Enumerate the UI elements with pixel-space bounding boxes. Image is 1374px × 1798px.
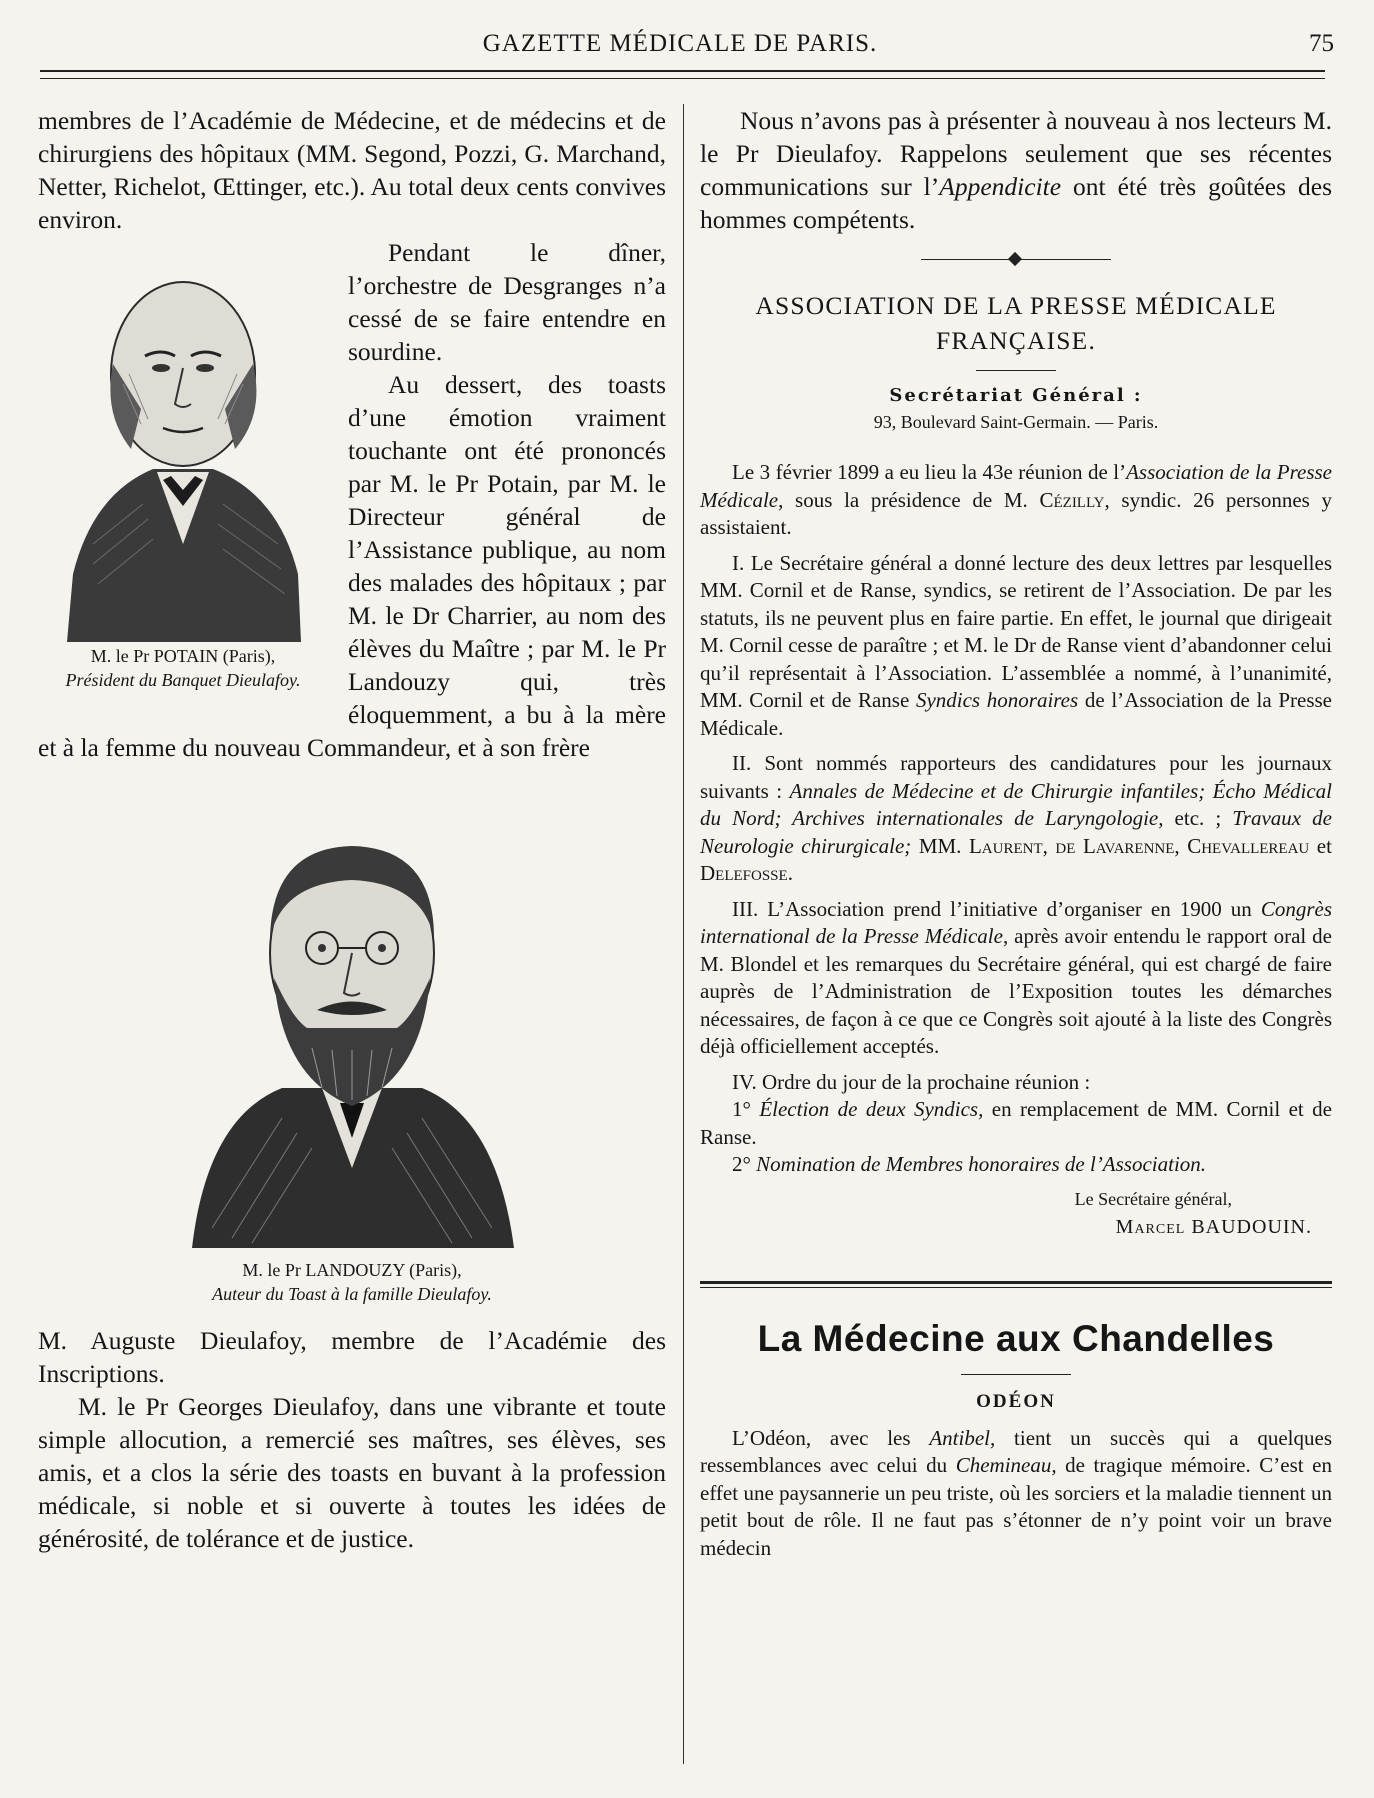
section-separator — [921, 250, 1111, 270]
column-divider — [683, 104, 684, 1764]
small-caps-name: Delefosse — [700, 861, 788, 885]
association-address: 93, Boulevard Saint-Germain. — Paris. — [873, 412, 1159, 432]
paragraph-toasts: Au dessert, des toasts d’une émotion vraiment touchante ont été prononcés par M. le Pr Potain, par M. le Directeur général de l’Assistance publique, au nom des malades des hôpitaux ; par M. le Dr Charrier, au nom des élèves du Maître ; par M. le Pr Landouzy qui, très éloquemment, a bu à la mère et à la femme du nouveau Commandeur, et à son frère — [38, 370, 666, 762]
paragraph-dinner: Pendant le dîner, l’orchestre de Desgranges n’a cessé de se faire entendre en sourdine. — [348, 238, 666, 366]
italic-text: Chemineau, — [955, 1453, 1057, 1477]
text: Le 3 février 1899 a eu lieu la 43e réunion de l’ — [732, 460, 1127, 484]
text: etc. ; — [1163, 806, 1233, 830]
small-caps-name: Cézilly — [1039, 487, 1105, 512]
text: III. L’Association prend l’initiative d’organiser en 1900 un — [732, 896, 1261, 921]
agenda-number: 2° — [732, 1152, 751, 1176]
text: et — [1309, 833, 1332, 858]
portrait-landouzy-caption: M. le Pr LANDOUZY (Paris), — [242, 1260, 462, 1280]
chandelles-title: La Médecine aux Chandelles — [757, 1317, 1275, 1359]
paragraph-item-I — [700, 550, 1332, 743]
text: ont été très goûtées des hommes compétents. — [700, 172, 1332, 234]
page-number: 75 — [1309, 30, 1334, 57]
portrait-potain-figure — [38, 244, 328, 708]
italic-text: Congrès international de la Presse Médicale — [700, 896, 1332, 948]
short-rule — [976, 370, 1056, 371]
section-double-rule — [700, 1281, 1332, 1288]
portrait-potain-caption: M. le Pr POTAIN (Paris), — [90, 646, 276, 666]
text: , sous la présidence de M. — [778, 487, 1040, 512]
paragraph-auguste: M. Auguste Dieulafoy, membre de l’Académie des Inscriptions. — [38, 1326, 666, 1388]
header-rule-thin — [40, 78, 1325, 79]
association-title — [700, 288, 1332, 358]
header-rule — [40, 70, 1325, 72]
paragraph-item-III — [700, 896, 1332, 1061]
secretariat-heading: Secrétariat Général : — [889, 385, 1143, 406]
text: . — [787, 861, 793, 885]
agenda-item-1 — [700, 1096, 1332, 1151]
short-rule — [961, 1374, 1071, 1375]
text: Nous n’avons pas à présenter à nouveau à nos lecteurs M. le Pr Dieulafoy. Rappelons seulement que ses récentes communications sur l’ — [700, 106, 1332, 201]
italic-text: Nomination de Membres honoraires de l’Association. — [756, 1152, 1207, 1176]
portrait-potain-subcaption: Président du Banquet Dieulafoy. — [65, 670, 301, 690]
text: en remplacement de MM. Cornil et de Ranse. — [700, 1097, 1332, 1149]
italic-text: Appendicite — [939, 172, 1062, 201]
paragraph-georges: M. le Pr Georges Dieulafoy, dans une vibrante et toute simple allocution, a remercié ses maîtres, ses élèves, ses amis, et a clos la série des toasts en buvant à la profession médicale, si noble et si ouverte à toutes les idées de générosité, de tolérance et de justice. — [38, 1392, 666, 1553]
text: L’Odéon, avec les — [732, 1425, 930, 1450]
text: I. Le Secrétaire général a donné lecture des deux lettres par lesquelles MM. Cornil et de Ranse, syndics, se retirent de l’Association. De par les statuts, ils ne peuvent plus en faire partie. En effet, le journal que dirigeait M. Cornil cesse de paraître ; et M. le Dr de Ranse vient d’abandonner celui qu’il représentait à l’Association. L’assemblée a nommé, à l’unanimité, MM. Cornil et de Ranse — [700, 550, 1332, 712]
portrait-landouzy-engraving — [172, 788, 532, 1258]
portrait-landouzy-figure — [38, 788, 666, 1306]
text: , après avoir entendu le rapport oral de M. Blondel et les remarques du Secrétaire général, qui est chargé de faire auprès de l’Administration de l’Exposition toutes les démarches nécessaires, de façon à ce que ce Congrès soit ajouté à la liste des Congrès déjà officiellement acceptés. — [700, 924, 1332, 1058]
text: de l’Association de la Presse Médicale. — [700, 688, 1332, 740]
small-caps-names: Laurent, de Lavarenne, Chevallereau — [968, 833, 1310, 858]
association-title-line1: ASSOCIATION DE LA PRESSE MÉDICALE — [755, 291, 1277, 320]
paragraph-odeon — [700, 1425, 1332, 1563]
right-column — [700, 104, 1332, 1562]
portrait-landouzy-subcaption: Auteur du Toast à la famille Dieulafoy. — [212, 1284, 492, 1304]
paragraph-meeting — [700, 459, 1332, 542]
paragraph-guests: membres de l’Académie de Médecine, et de médecins et de chirurgiens des hôpitaux (MM. Segond, Pozzi, G. Marchand, Netter, Richelot, Œttinger, etc.). Au total deux cents convives environ. — [38, 106, 666, 234]
association-title-line2: FRANÇAISE. — [935, 326, 1097, 355]
text: II. Sont nommés rapporteurs des candidatures pour les journaux suivants : — [700, 751, 1332, 803]
text: de tragique mémoire. C’est en effet une paysannerie un peu triste, où les sorciers et la maladie tiennent un petit bout de rôle. Il ne faut pas s’étonner de n’y point voir un brave médecin — [700, 1453, 1332, 1560]
agenda-item-2 — [700, 1151, 1332, 1179]
paragraph-item-II — [700, 750, 1332, 888]
text: , syndic. 26 personnes y assistaient. — [700, 487, 1332, 539]
italic-text: Syndics honoraires — [915, 688, 1079, 712]
agenda-number: 1° — [732, 1097, 751, 1121]
text: tient un succès qui a quelques ressemblances avec celui du — [700, 1425, 1333, 1477]
italic-text: Annales de Médecine et de Chirurgie infantiles; Écho Médical du Nord; Archives internationales de Laryngologie, — [700, 778, 1332, 830]
running-title: GAZETTE MÉDICALE DE PARIS. — [482, 30, 878, 57]
italic-text: Association de la Presse Médicale — [700, 460, 1332, 512]
paragraph-item-IV: IV. Ordre du jour de la prochaine réunion : — [732, 1069, 1091, 1094]
italic-text: Antibel, — [929, 1425, 996, 1450]
chandelles-subtitle: ODÉON — [976, 1390, 1056, 1412]
signature-name: Marcel BAUDOUIN. — [1115, 1215, 1312, 1238]
text: MM. — [911, 833, 969, 858]
left-column — [38, 104, 666, 1555]
italic-text: Élection de deux Syndics, — [759, 1097, 984, 1121]
italic-text: Travaux de Neurologie chirurgicale; — [700, 806, 1332, 858]
portrait-potain-engraving — [53, 244, 313, 644]
paragraph-intro — [700, 104, 1332, 236]
signature-role: Le Secrétaire général, — [1074, 1188, 1232, 1209]
